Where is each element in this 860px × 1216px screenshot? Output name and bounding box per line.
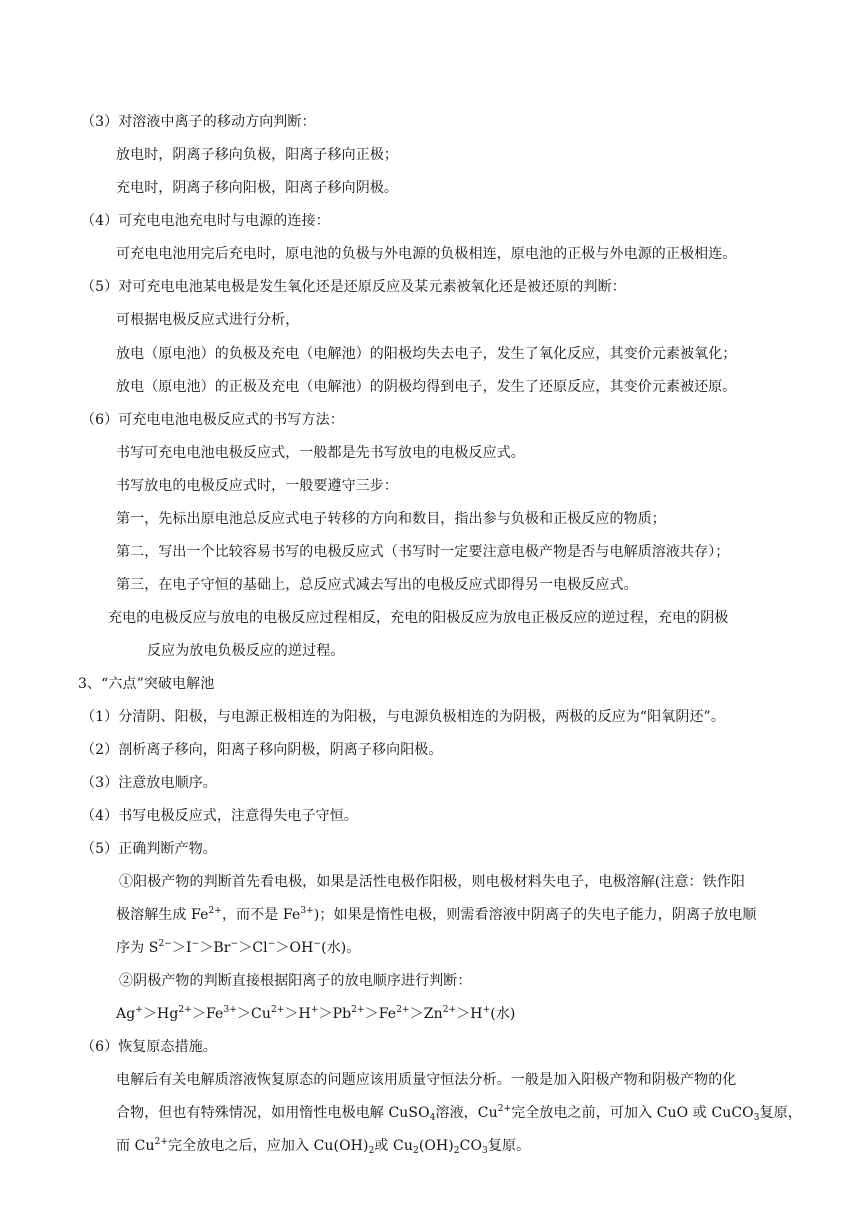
heading-ion-migration: （3）对溶液中离子的移动方向判断：: [81, 114, 316, 130]
paragraph-line: 书写放电的电极反应式时，一般要遵守三步：: [116, 478, 398, 494]
list-item: （3）注意放电顺序。: [81, 775, 217, 791]
list-item: （2）剖析离子移向，阳离子移向阴极，阴离子移向阳极。: [81, 742, 443, 758]
paragraph-line: 第二，写出一个比较容易书写的电极反应式（书写时一定要注意电极产物是否与电解质溶液共存）；: [116, 544, 730, 560]
paragraph-line: 第一，先标出原电池总反应式电子转移的方向和数目，指出参与负极和正极反应的物质；: [116, 511, 666, 527]
paragraph-line: 放电（原电池）的负极及充电（电解池）的阳极均失去电子，发生了氧化反应，其变价元素被氧化；: [116, 346, 737, 362]
section-title-electrolysis: 3、“六点”突破电解池: [78, 676, 215, 692]
paragraph-line: 合物，但也有特殊情况，如用惰性电极电解 CuSO$_4$溶液，$Cu^{2+}$完全放电之前，可加入 CuO 或 CuCO$_3$复原，: [116, 1104, 802, 1123]
list-item: （5）正确判断产物。: [81, 841, 217, 857]
paragraph-line: 充电的电极反应与放电的电极反应过程相反，充电的阳极反应为放电正极反应的逆过程，充电的阴极: [108, 610, 729, 626]
cation-discharge-order: $Ag^+>Hg^{2+}>Fe^{3+}>Cu^{2+}>H^+>Pb^{2+}>Fe^{2+}>Zn^{2+}>H^+$(水): [116, 1005, 516, 1022]
list-item: （6）恢复原态措施。: [81, 1039, 217, 1055]
paragraph-line: 可充电电池用完后充电时，原电池的负极与外电源的负极相连，原电池的正极与外电源的正极相连。: [116, 246, 737, 262]
heading-charging-connection: （4）可充电电池充电时与电源的连接：: [81, 213, 330, 229]
list-item: （1）分清阴、阳极，与电源正极相连的为阳极，与电源负极相连的为阴极，两极的反应为“阳氧阴还”。: [81, 709, 725, 725]
paragraph-line: 而 $Cu^{2+}$完全放电之后，应加入 $Cu(OH)_2$或 $Cu_2(OH)_2CO_3$复原。: [116, 1137, 531, 1156]
paragraph-line: 可根据电极反应式进行分析，: [116, 312, 300, 328]
paragraph-line: 放电（原电池）的正极及充电（电解池）的阴极均得到电子，发生了还原反应，其变价元素被还原。: [116, 379, 737, 395]
heading-redox-judgement: （5）对可充电电池某电极是发生氧化还是还原反应及某元素被氧化还是被还原的判断：: [81, 279, 626, 295]
paragraph-line: 放电时，阴离子移向负极，阳离子移向正极；: [116, 147, 398, 163]
paragraph-line: 极溶解生成 $Fe^{2+}$，而不是 $Fe^{3+}$)；如果是惰性电极，则需看溶液中阴离子的失电子能力，阴离子放电顺: [116, 906, 757, 923]
paragraph-line: 书写可充电电池电极反应式，一般都是先书写放电的电极反应式。: [116, 445, 525, 461]
paragraph-line: 反应为放电负极反应的逆过程。: [147, 643, 345, 659]
list-item: （4）书写电极反应式，注意得失电子守恒。: [81, 808, 358, 824]
anion-discharge-order: 序为 $S^{2-}>I^->Br^->Cl^->OH^-$(水)。: [116, 939, 361, 956]
paragraph-line: ①阳极产物的判断首先看电极，如果是活性电极作阳极，则电极材料失电子，电极溶解(注意：铁作阳: [119, 874, 745, 890]
paragraph-line: 电解后有关电解质溶液恢复原态的问题应该用质量守恒法分析。一般是加入阳极产物和阴极产物的化: [116, 1072, 737, 1088]
paragraph-line: 第三，在电子守恒的基础上，总反应式减去写出的电极反应式即得另一电极反应式。: [116, 577, 638, 593]
paragraph-line: ②阴极产物的判断直接根据阳离子的放电顺序进行判断：: [119, 973, 472, 989]
paragraph-line: 充电时，阴离子移向阳极，阳离子移向阴极。: [116, 180, 398, 196]
heading-writing-method: （6）可充电电池电极反应式的书写方法：: [81, 412, 344, 428]
